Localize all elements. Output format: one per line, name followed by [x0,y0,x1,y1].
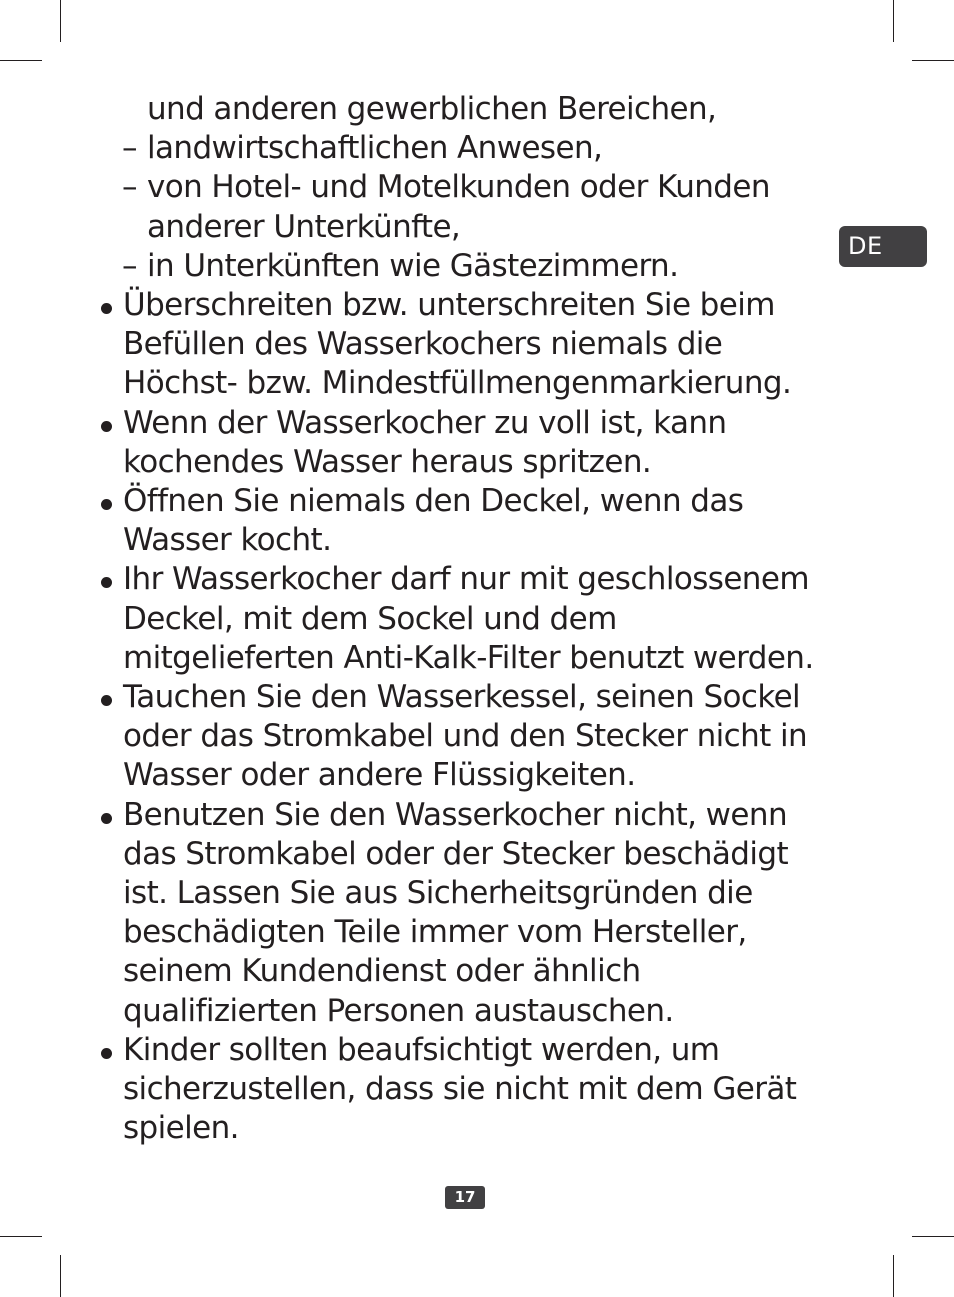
bullet-dot-icon [101,577,112,588]
sub-list-item [98,90,838,129]
bullet-item [98,796,838,1031]
text-line: Überschreiten bzw. unterschreiten Sie beim [123,287,775,324]
text-line: landwirtschaftlichen Anwesen, [147,130,603,167]
text-line: kochendes Wasser heraus spritzen. [123,443,652,480]
crop-mark [0,1236,42,1237]
crop-mark [912,1236,954,1237]
bullet-list [98,286,838,1148]
crop-mark [912,60,954,61]
text-line: Wasser oder andere Flüssigkeiten. [123,757,636,794]
bullet-item [98,286,838,404]
sub-list-item [98,168,838,246]
page-number: 17 [445,1186,485,1209]
bullet-dot-icon [101,1048,112,1059]
text-line: Höchst- bzw. Mindestfüllmengenmarkierung. [123,365,792,402]
text-line: beschädigten Teile immer vom Hersteller, [123,914,747,951]
text-line: von Hotel- und Motelkunden oder Kunden [147,169,770,206]
bullet-item [98,560,838,678]
crop-mark [60,1255,61,1297]
sub-list-item [98,247,838,286]
text-line: Wasser kocht. [123,522,332,559]
text-line: spielen. [123,1110,239,1147]
dash-marker: – [122,247,137,284]
bullet-dot-icon [101,695,112,706]
text-line: oder das Stromkabel und den Stecker nicht in [123,718,808,755]
bullet-dot-icon [101,421,112,432]
sub-item-list [98,90,838,286]
bullet-dot-icon [101,303,112,314]
bullet-item [98,678,838,796]
bullet-item [98,404,838,482]
crop-mark [60,0,61,42]
bullet-item [98,482,838,560]
text-line: Benutzen Sie den Wasserkocher nicht, wenn [123,796,787,833]
text-line: in Unterkünften wie Gästezimmern. [147,247,679,284]
crop-mark [0,60,42,61]
text-line: Deckel, mit dem Sockel und dem [123,600,617,637]
text-line: Öffnen Sie niemals den Deckel, wenn das [123,483,744,520]
text-line: ist. Lassen Sie aus Sicherheitsgründen die [123,875,753,912]
language-tab: DE [839,226,927,267]
bullet-item [98,1031,838,1149]
sub-list-item [98,129,838,168]
text-line: qualifizierten Personen austauschen. [123,992,674,1029]
text-line: seinem Kundendienst oder ähnlich [123,953,641,990]
crop-mark [893,0,894,42]
text-line: das Stromkabel oder der Stecker beschädigt [123,835,789,872]
text-line: anderer Unterkünfte, [147,208,461,245]
text-line: Befüllen des Wasserkochers niemals die [123,326,723,363]
text-line: Kinder sollten beaufsichtigt werden, um [123,1031,720,1068]
text-line: Tauchen Sie den Wasserkessel, seinen Sockel [123,679,801,716]
text-line: und anderen gewerblichen Bereichen, [147,91,717,127]
crop-mark [893,1255,894,1297]
bullet-dot-icon [101,499,112,510]
text-line: sicherzustellen, dass sie nicht mit dem Gerät [123,1071,797,1108]
text-line: Ihr Wasserkocher darf nur mit geschlossenem [123,561,809,598]
bullet-dot-icon [101,813,112,824]
dash-marker: – [122,169,137,206]
dash-marker: – [122,130,137,167]
text-line: Wenn der Wasserkocher zu voll ist, kann [123,404,727,441]
text-line: mitgelieferten Anti-Kalk-Filter benutzt werden. [123,639,814,676]
instruction-text [98,90,838,1148]
